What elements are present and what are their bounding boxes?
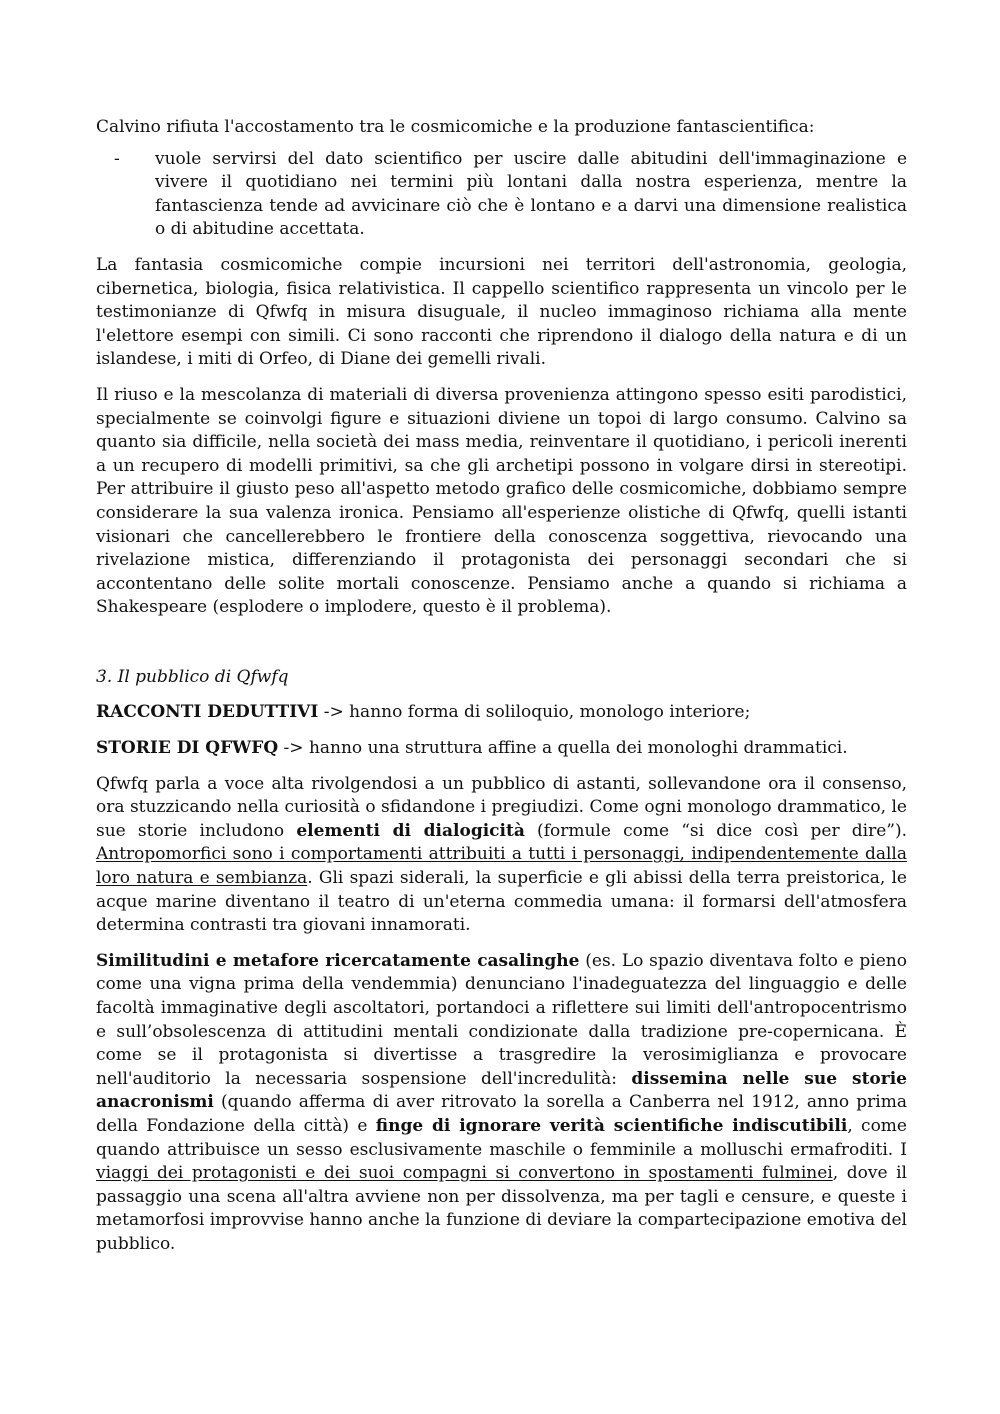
definition-storie-qfwfq: -> hanno una struttura affine a quella dei monologhi drammatici. <box>278 738 848 759</box>
bold-segment: Similitudini e metafore ricercatamente casalinghe <box>96 950 580 971</box>
text-segment: , dove il passaggio una scena all'altra avviene non per dissolvenza, ma per tagli e censure, e queste i metamorfosi improvvise hanno anche la funzione di deviare la compartecipazione emotiva del pubblico. <box>96 1163 907 1254</box>
bold-segment: elementi di dialogicità <box>296 820 525 841</box>
term-storie-qfwfq: STORIE DI QFWFQ <box>96 738 279 759</box>
definition-racconti-deduttivi: -> hanno forma di soliloquio, monologo interiore; <box>318 702 751 723</box>
bullet-list <box>96 148 907 242</box>
paragraph-fantasia: La fantasia cosmicomiche compie incursioni nei territori dell'astronomia, geologia, cibernetica, biologia, fisica relativistica. Il cappello scientifico rappresenta un vincolo per le testimonianze di Qfwfq in misura disuguale, il nucleo immaginoso richiama alla mente l'elettore esempi con simili. Ci sono racconti che riprendono il dialogo della natura e di un islandese, i miti di Orfeo, di Diane dei gemelli rivali. <box>96 254 907 370</box>
text-segment: Qfwfq parla a voce alta rivolgendosi a un pubblico di astanti, sollevandone ora il consenso, ora stuzzicando nella curiosità o sfidandone i pregiudizi. Come ogni monologo drammatico, le sue storie includono <box>96 773 907 841</box>
bullet-dash: - <box>114 148 120 169</box>
text-segment: (quando afferma di aver ritrovato la sorella a Canberra nel 1912, anno prima della Fondazione della città) e <box>96 1092 907 1136</box>
bullet-text: vuole servirsi del dato scientifico per uscire dalle abitudini dell'immaginazione e vivere il quotidiano nei termini più lontani dalla nostra esperienza, mentre la fantascienza tende ad avvicinare ciò che è lontano e a darvi una dimensione realistica o di abitudine accettata. <box>155 148 907 240</box>
text-segment: (formule come “si dice così per dire”). <box>524 820 907 841</box>
underlined-segment: viaggi dei protagonisti e dei suoi compagni si convertono in spostamenti fulminei <box>96 1163 833 1184</box>
underlined-segment: Antropomorfici sono i comportamenti attribuiti a tutti i personaggi, indipendentemente dalla loro natura e sembianza <box>96 844 907 889</box>
bold-segment: finge di ignorare verità scientifiche indiscutibili <box>375 1115 848 1136</box>
paragraph-similitudini <box>96 950 907 1257</box>
section-title: 3. Il pubblico di Qfwfq <box>96 666 289 687</box>
line-storie-qfwfq <box>96 737 907 761</box>
intro-paragraph: Calvino rifiuta l'accostamento tra le cosmicomiche e la produzione fantascientifica: <box>96 117 815 137</box>
text-segment: , come quando attribuisce un sesso esclusivamente maschile o femminile a molluschi ermafroditi. I <box>96 1115 907 1160</box>
text-segment: . Gli spazi siderali, la superficie e gli abissi della terra preistorica, le acque marine diventano il teatro di un'eterna commedia umana: il formarsi dell'atmosfera determina contrasti tra giovani innamorati. <box>96 868 907 936</box>
paragraph-riuso: Il riuso e la mescolanza di materiali di diversa provenienza attingono spesso esiti parodistici, specialmente se coinvolgi figure e situazioni diviene un topoi di largo consumo. Calvino sa quanto sia difficile, nella società dei mass media, reinventare il quotidiano, i pericoli inerenti a un recupero di modelli primitivi, sa che gli archetipi possono in volgare dirsi in stereotipi. Per attribuire il giusto peso all'aspetto metodo grafico delle cosmicomiche, dobbiamo sempre considerare la sua valenza ironica. Pensiamo all'esperienze olistiche di Qfwfq, quelli istanti visionari che cancellerebbero le frontiere della conoscenza soggettiva, rievocando una rivelazione mistica, differenziando il protagonista dei personaggi secondari che si accontentano delle solite mortali conoscenze. Pensiamo anche a quando si richiama a Shakespeare (esplodere o implodere, questo è il problema). <box>96 384 907 618</box>
bold-segment: dissemina nelle sue storie anacronismi <box>96 1068 907 1113</box>
document-page <box>96 116 907 1269</box>
term-racconti-deduttivi: RACCONTI DEDUTTIVI <box>96 702 319 723</box>
text-segment: (es. Lo spazio diventava folto e pieno come una vigna prima della vendemmia) denunciano l'inadeguatezza del linguaggio e delle facoltà immaginative degli ascoltatori, portandoci a riflettere sui limiti dell'antropocentrismo e sull’obsolescenza di attitudini mentali condizionate dalla tradizione pre-copernicana. È come se il protagonista si divertisse a trasgredire la verosimiglianza e provocare nell'auditorio la necessaria sospensione dell'incredulità: <box>96 950 907 1089</box>
line-racconti-deduttivi <box>96 701 907 725</box>
list-item <box>96 148 907 242</box>
paragraph-qfwfq-parla <box>96 773 907 938</box>
